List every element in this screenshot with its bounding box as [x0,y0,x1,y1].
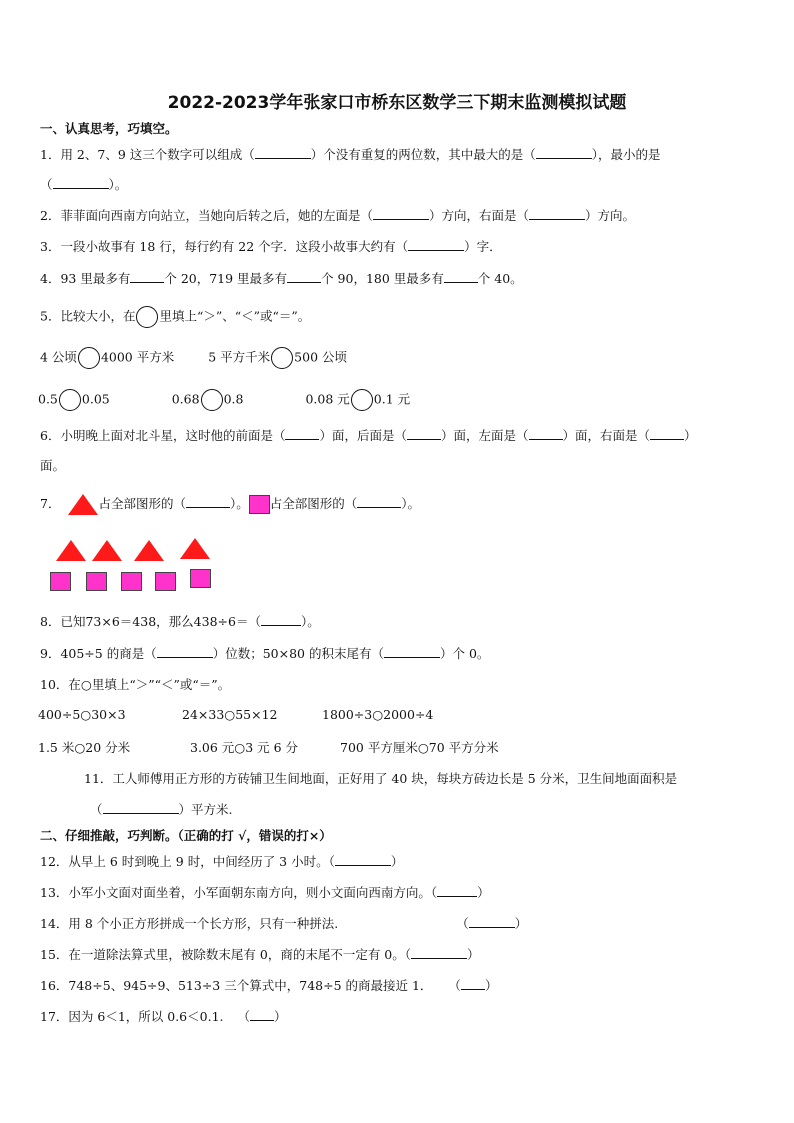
answer-blank[interactable] [130,270,164,283]
question-5-row-1: 4 公顷 4000 平方米 5 平方千米 500 公顷 [40,347,758,369]
triangle-icon [92,540,122,561]
answer-blank[interactable] [157,645,213,658]
answer-blank[interactable] [250,1008,274,1021]
question-17: 17．因为 6＜1，所以 0.6＜0.1. （ ） [40,1009,287,1024]
answer-blank[interactable] [529,207,585,220]
answer-blank[interactable] [408,238,464,251]
answer-blank[interactable] [186,495,230,508]
square-icon [121,572,142,591]
answer-blank[interactable] [285,427,319,440]
triangle-icon [134,540,164,561]
square-icon [86,572,107,591]
answer-blank[interactable] [461,977,485,990]
question-15: 15．在一道除法算式里，被除数末尾有 0，商的末尾不一定有 0。（ ） [40,947,480,962]
square-icon [190,569,211,588]
answer-blank[interactable] [407,427,441,440]
question-9: 9．405÷5 的商是（ ）位数；50×80 的积末尾有（ ）个 0。 [40,646,490,661]
answer-blank[interactable] [335,853,391,866]
question-6-cont: 面。 [40,458,66,473]
question-6: 6．小明晚上面对北斗星，这时他的前面是（ ）面，后面是（ ）面，左面是（ ）面，右面是（ ） [40,428,697,443]
question-8: 8．已知73×6＝438，那么438÷6＝（ ）。 [40,614,320,629]
answer-blank[interactable] [384,645,440,658]
question-2: 2．菲菲面向西南方向站立，当她向后转之后，她的左面是（ ）方向，右面是（ ）方向。 [40,208,635,223]
question-1: 1．用 2、7、9 这三个数字可以组成（ ）个没有重复的两位数，其中最大的是（ ），最小的是 [40,147,661,162]
question-3: 3．一段小故事有 18 行，每行约有 22 个字．这段小故事大约有（ ）字． [40,239,502,254]
triangle-icon [180,538,210,559]
triangle-icon [56,540,86,561]
question-10-row-1-a[interactable]: 400÷5○30×3 [38,707,126,722]
answer-blank[interactable] [469,915,515,928]
answer-blank[interactable] [650,427,684,440]
square-icon [249,495,270,514]
section-1-heading: 一、认真思考，巧填空。 [40,121,178,136]
answer-blank[interactable] [444,270,478,283]
question-7: 7． 占全部图形的（ ）。 占全部图形的（ ）。 [40,494,758,515]
answer-blank[interactable] [373,207,429,220]
page-title: 2022-2023学年张家口市桥东区数学三下期末监测模拟试题 [167,93,627,113]
question-11: 11．工人师傅用正方形的方砖铺卫生间地面，正好用了 40 块，每块方砖边长是 5 分米，卫生间地面面积是 [84,771,678,786]
compare-circle[interactable] [351,389,373,411]
question-16: 16．748÷5、945÷9、513÷3 三个算式中，748÷5 的商最接近 1． （ ） [40,978,498,993]
question-5: 5．比较大小，在 里填上“＞”、“＜”或“＝”。 [40,306,758,328]
compare-circle[interactable] [78,347,100,369]
compare-circle[interactable] [201,389,223,411]
question-12: 12．从早上 6 时到晚上 9 时，中间经历了 3 小时。（ ） [40,854,404,869]
question-1-cont: （ ）。 [40,177,128,192]
question-5-row-2: 0.5 0.05 0.68 0.8 0.08 元 0.1 元 [38,389,758,411]
question-10-row-2-b[interactable]: 3.06 元○3 元 6 分 [190,740,299,755]
triangle-icon [68,494,98,515]
answer-blank[interactable] [103,801,179,814]
answer-blank[interactable] [261,613,301,626]
question-10-row-1-b[interactable]: 24×33○55×12 [182,707,278,722]
question-11-cont: （ ）平方米. [90,802,233,817]
question-10-row-2-a[interactable]: 1.5 米○20 分米 [38,740,131,755]
answer-blank[interactable] [255,146,311,159]
question-10: 10．在○里填上“＞”“＜”或“＝”。 [40,677,231,692]
question-10-row-1-c[interactable]: 1800÷3○2000÷4 [322,707,434,722]
section-2-heading: 二、仔细推敲，巧判断。（正确的打 √，错误的打×） [40,828,332,843]
answer-blank[interactable] [529,427,563,440]
question-10-row-2-c[interactable]: 700 平方厘米○70 平方分米 [340,740,499,755]
question-14: 14．用 8 个小正方形拼成一个长方形，只有一种拼法. （ ） [40,916,528,931]
answer-blank[interactable] [411,946,467,959]
answer-blank[interactable] [287,270,321,283]
square-icon [50,572,71,591]
equation: 73×6＝438 [85,614,157,629]
compare-circle[interactable] [59,389,81,411]
answer-blank[interactable] [437,884,477,897]
compare-circle [136,306,158,328]
question-4: 4．93 里最多有 个 20，719 里最多有 个 90，180 里最多有 个 40。 [40,271,523,286]
answer-blank[interactable] [53,176,109,189]
compare-circle[interactable] [271,347,293,369]
square-icon [155,572,176,591]
question-13: 13．小军小文面对面坐着，小军面朝东南方向，则小文面向西南方向。（ ） [40,885,490,900]
answer-blank[interactable] [536,146,592,159]
equation: 438÷6＝ [193,614,249,629]
answer-blank[interactable] [357,495,401,508]
